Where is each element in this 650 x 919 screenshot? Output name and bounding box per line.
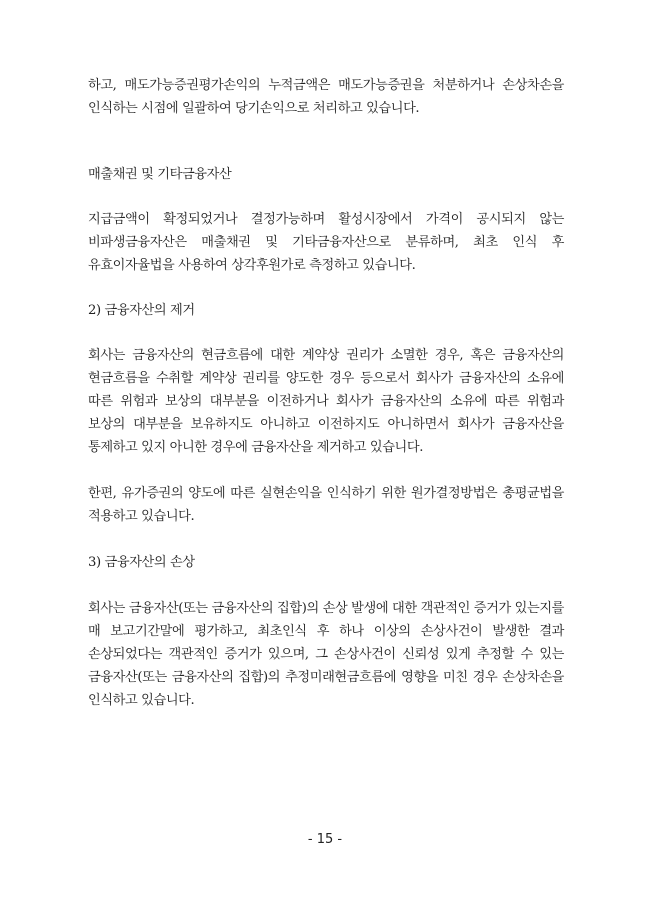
paragraph-derecognition: 회사는 금융자산의 현금흐름에 대한 계약상 권리가 소멸한 경우, 혹은 금융자산의 현금흐름을 수취할 계약상 권리를 양도한 경우 등으로서 회사가 금융자산의 소유에 따른 위험과 보상의 대부분을 이전하거나 회사가 금융자산의 소유에 따른 위험과 보상의 대부분을 보유하지도 아니하고 이전하지도 아니하면서 회사가 금융자산을 통제하고 있지 아니한 경우에 금융자산을 제거하고 있습니다. (88, 348, 564, 455)
spacer (88, 459, 564, 482)
page-number: - 15 - (307, 832, 343, 847)
heading-receivables: 매출채권 및 기타금융자산 (88, 167, 232, 182)
heading-derecognition: 2) 금융자산의 제거 (88, 303, 195, 318)
spacer (88, 186, 564, 208)
heading-impairment: 3) 금융자산의 손상 (88, 555, 195, 570)
spacer (88, 277, 564, 299)
paragraph-receivables: 지급금액이 확정되었거나 결정가능하며 활성시장에서 가격이 공시되지 않는 비파생금융자산은 매출채권 및 기타금융자산으로 분류하며, 최초 인식 후 유효이자율법을 사용하여 상각후원가로 측정하고 있습니다. (88, 212, 564, 273)
spacer (88, 322, 564, 344)
paragraph-impairment: 회사는 금융자산(또는 금융자산의 집합)의 손상 발생에 대한 객관적인 증거가 있는지를 매 보고기간말에 평가하고, 최초인식 후 하나 이상의 손상사건이 발생한 결과 손상되었다는 객관적인 증거가 있으며, 그 손상사건이 신뢰성 있게 추정할 수 있는 금융자산(또는 금융자산의 집합)의 추정미래현금흐름에 영향을 미친 경우 손상차손을 인식하고 있습니다. (88, 601, 564, 708)
spacer (88, 120, 564, 163)
paragraph-cost-method: 한편, 유가증권의 양도에 따른 실현손익을 인식하기 위한 원가결정방법은 총평균법을 적용하고 있습니다. (88, 486, 564, 524)
spacer (88, 574, 564, 597)
paragraph-afs-valuation: 하고, 매도가능증권평가손익의 누적금액은 매도가능증권을 처분하거나 손상차손을 인식하는 시점에 일괄하여 당기손익으로 처리하고 있습니다. (88, 78, 564, 116)
spacer (88, 528, 564, 551)
page-body (88, 74, 564, 712)
